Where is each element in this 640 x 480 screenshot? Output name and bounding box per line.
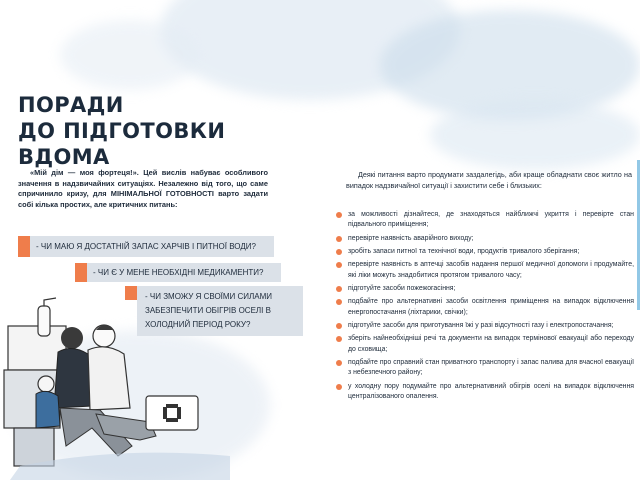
bullet-icon	[336, 384, 342, 390]
bullet-icon	[336, 286, 342, 292]
tips-list	[334, 210, 634, 405]
tip-text: подбайте про альтернативні засоби освітлення приміщення на випадок відключення енергопостачання (ліхтарики, свічки);	[348, 298, 634, 316]
list-item	[334, 260, 634, 280]
list-item	[334, 334, 634, 354]
crate-icon	[14, 428, 54, 466]
tip-text: перевірте наявність в аптечці засобів надання першої медичної допомоги і продумайте, які ліки можуть знадобитися протягом тривалого часу;	[348, 261, 634, 279]
list-item	[334, 382, 634, 402]
list-item	[334, 321, 634, 331]
bullet-icon	[336, 236, 342, 242]
bullet-icon	[336, 360, 342, 366]
title-line: ПОРАДИ	[18, 93, 124, 117]
bullet-icon	[336, 336, 342, 342]
tip-text: підготуйте засоби пожежогасіння;	[348, 284, 456, 292]
tip-text: перевірте наявність аварійного виходу;	[348, 234, 474, 242]
intro-paragraph: «Мій дім — моя фортеця!». Цей вислів набуває особливого значення в надзвичайних ситуаціях. Незалежно від того, що саме спричинило кризу, для МІНІМАЛЬНОЇ ГОТОВНОСТІ варто задати собі кілька простих, але критичних питань:	[18, 168, 268, 209]
list-item	[334, 234, 634, 244]
right-page	[320, 0, 640, 480]
question-medicines	[75, 263, 281, 282]
family-sheltering-illustration	[0, 296, 240, 480]
list-item	[334, 284, 634, 294]
person-icon	[38, 376, 54, 392]
question-food-water	[18, 236, 274, 257]
tip-text: за можливості дізнайтеся, де знаходяться найближчі укриття і перевірте стан підвального приміщення;	[348, 211, 634, 229]
fire-extinguisher-icon	[38, 306, 50, 336]
question-text: - ЧИ МАЮ Я ДОСТАТНІЙ ЗАПАС ХАРЧІВ І ПИТНОЇ ВОДИ?	[30, 236, 274, 257]
question-text: - ЧИ ЗМОЖУ Я СВОЇМИ СИЛАМИ ЗАБЕЗПЕЧИТИ ОБІГРІВ ОСЕЛІ В ХОЛОДНИЙ ПЕРІОД РОКУ?	[137, 286, 303, 336]
bullet-icon	[336, 299, 342, 305]
list-item	[334, 297, 634, 317]
list-item	[334, 247, 634, 257]
tip-text: зберіть найнеобхідніші речі та документи на випадок термінової евакуації або переходу до сховища;	[348, 335, 634, 353]
tip-text: подбайте про справний стан приватного транспорту і запас палива для вчасної евакуації з небезпечного району;	[348, 358, 634, 377]
person-icon	[61, 327, 83, 349]
right-intro-paragraph: Деякі питання варто продумати заздалегідь, аби краще обладнати своє житло на випадок надзвичайної ситуації і захистити себе і близьких:	[346, 170, 632, 190]
bullet-icon	[336, 249, 342, 255]
title-line: ДО ПІДГОТОВКИ	[18, 119, 226, 143]
list-item	[334, 358, 634, 378]
bullet-icon	[336, 212, 342, 218]
bullet-icon	[336, 323, 342, 329]
question-text: - ЧИ Є У МЕНЕ НЕОБХІДНІ МЕДИКАМЕНТИ?	[87, 263, 281, 282]
question-marker	[75, 263, 87, 282]
title-line: ВДОМА	[18, 145, 110, 169]
page-title	[18, 92, 225, 170]
tip-text: підготуйте засоби для приготування їжі у разі відсутності газу і електропостачання;	[348, 321, 614, 329]
question-marker	[18, 236, 30, 257]
list-item	[334, 210, 634, 230]
tip-text: зробіть запаси питної та технічної води, продуктів тривалого зберігання;	[348, 247, 580, 255]
bullet-icon	[336, 262, 342, 268]
tip-text: у холодну пору подумайте про альтернативний обігрів оселі на випадок відключення централізованого опалення.	[348, 382, 634, 400]
